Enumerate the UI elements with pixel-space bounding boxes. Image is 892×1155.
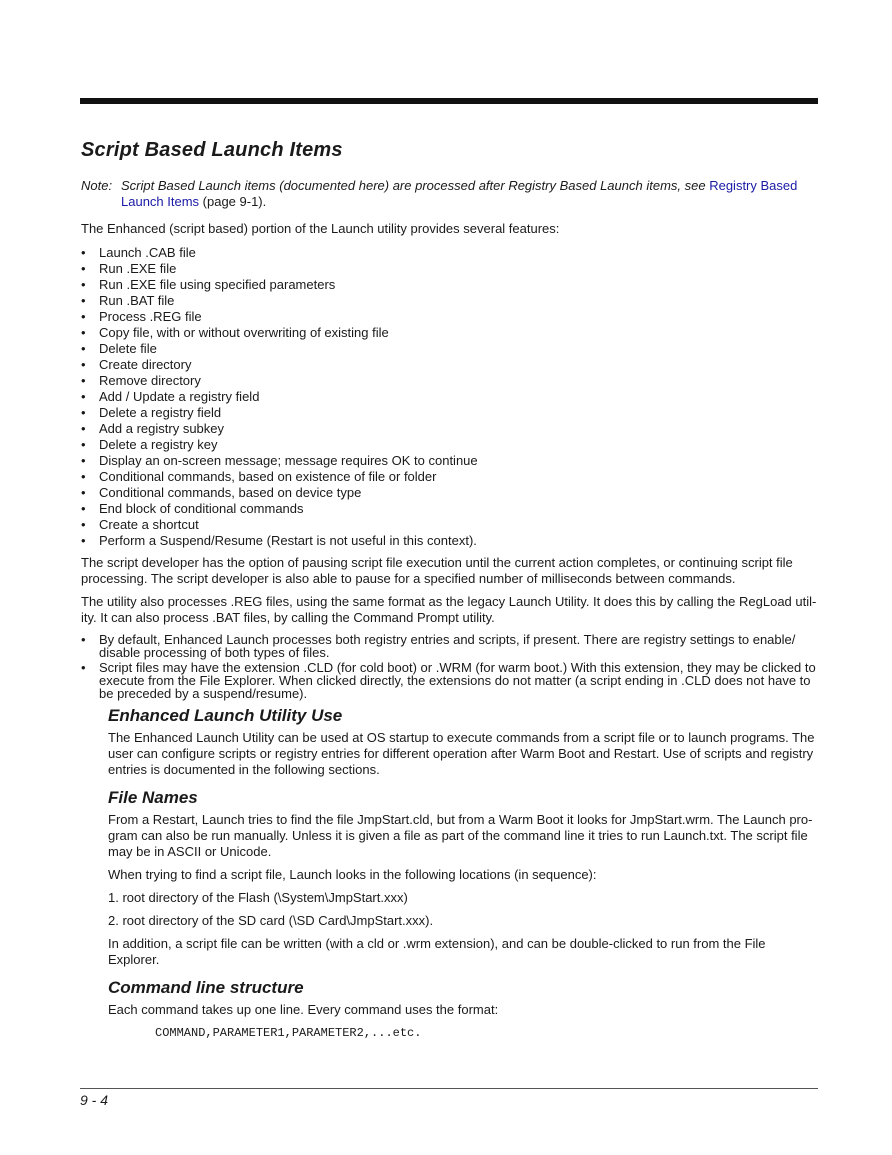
header-rule xyxy=(80,98,818,104)
file-names-heading: File Names xyxy=(108,788,198,807)
command-format-code: COMMAND,PARAMETER1,PARAMETER2,...etc. xyxy=(155,1026,422,1040)
file-names-addition: In addition, a script file can be written (with a cld or .wrm extension), and can be double-clicked to run from the File Explorer. xyxy=(108,936,766,967)
enhanced-launch-heading: Enhanced Launch Utility Use xyxy=(108,706,343,725)
feature-item: • Run .EXE file xyxy=(81,261,818,277)
enhanced-launch-section xyxy=(108,706,818,778)
feature-item: • End block of conditional commands xyxy=(81,501,818,517)
feature-item: • Delete file xyxy=(81,341,818,357)
feature-item: • Create a shortcut xyxy=(81,517,818,533)
footer-rule xyxy=(80,1088,818,1089)
feature-item: • Copy file, with or without overwriting of existing file xyxy=(81,325,818,341)
enhanced-launch-text: The Enhanced Launch Utility can be used at OS startup to execute commands from a script file or to launch programs. The user can configure scripts or registry entries for different operation after Warm Boot and Restart. Use of scripts and registry entries is documented in the following sections. xyxy=(108,730,815,777)
file-names-section xyxy=(108,788,818,968)
processing-item: • Script files may have the extension .CLD (for cold boot) or .WRM (for warm boot.) With this extension, they may be clicked to execute from the File Explorer. When clicked directly, the extensions do not matter (a script ending in .CLD does not have to be preceded by a suspend/resume). xyxy=(81,661,818,700)
page-title: Script Based Launch Items xyxy=(81,139,343,161)
note xyxy=(81,178,818,210)
page-number: 9 - 4 xyxy=(80,1092,109,1108)
command-line-text: Each command takes up one line. Every command uses the format: xyxy=(108,1002,499,1017)
feature-item: • Delete a registry key xyxy=(81,437,818,453)
feature-item: • Add / Update a registry field xyxy=(81,389,818,405)
feature-item: • Perform a Suspend/Resume (Restart is not useful in this context). xyxy=(81,533,818,549)
page-content xyxy=(81,138,818,1051)
location-step: 1. root directory of the Flash (\System\JmpStart.xxx) xyxy=(108,890,408,905)
pause-paragraph: The script developer has the option of pausing script file execution until the current action completes, or continuing script file processing. The script developer is also able to pause for a specified number of milliseconds between commands. xyxy=(81,555,793,586)
intro-paragraph: The Enhanced (script based) portion of the Launch utility provides several features: xyxy=(81,221,560,236)
feature-item: • Conditional commands, based on existence of file or folder xyxy=(81,469,818,485)
feature-item: • Run .BAT file xyxy=(81,293,818,309)
command-line-section xyxy=(108,978,818,1041)
processing-list xyxy=(81,633,818,700)
command-line-heading: Command line structure xyxy=(108,978,304,997)
feature-item: • Delete a registry field xyxy=(81,405,818,421)
location-step: 2. root directory of the SD card (\SD Card\JmpStart.xxx). xyxy=(108,913,434,928)
feature-item: • Conditional commands, based on device type xyxy=(81,485,818,501)
reg-paragraph: The utility also processes .REG files, using the same format as the legacy Launch Utility. It does this by calling the RegLoad util-ity. It can also process .BAT files, by calling the Command Prompt utility. xyxy=(81,594,817,625)
feature-item: • Launch .CAB file xyxy=(81,245,818,261)
note-text-1: Script Based Launch items (documented here) are processed after Registry Based Launch items, see xyxy=(121,178,710,193)
file-names-locations-intro: When trying to find a script file, Launch looks in the following locations (in sequence): xyxy=(108,867,597,882)
feature-item: • Create directory xyxy=(81,357,818,373)
feature-item: • Display an on-screen message; message requires OK to continue xyxy=(81,453,818,469)
feature-list xyxy=(81,245,818,549)
feature-item: • Process .REG file xyxy=(81,309,818,325)
processing-item: • By default, Enhanced Launch processes both registry entries and scripts, if present. There are registry settings to enable/ disable processing of both types of files. xyxy=(81,633,818,659)
note-text xyxy=(121,178,818,210)
note-label: Note: xyxy=(81,178,113,193)
feature-item: • Remove directory xyxy=(81,373,818,389)
registry-launch-items-link[interactable]: Registry Based Launch Items xyxy=(121,178,798,209)
file-names-text: From a Restart, Launch tries to find the file JmpStart.cld, but from a Warm Boot it looks for JmpStart.wrm. The Launch pro-gram can also be run manually. Unless it is given a file as part of the command line it tries to run Launch.txt. The script file may be in ASCII or Unicode. xyxy=(108,812,813,859)
note-text-2: (page 9-1). xyxy=(199,194,267,209)
feature-item: • Add a registry subkey xyxy=(81,421,818,437)
subsections xyxy=(108,706,818,1041)
feature-item: • Run .EXE file using specified parameters xyxy=(81,277,818,293)
